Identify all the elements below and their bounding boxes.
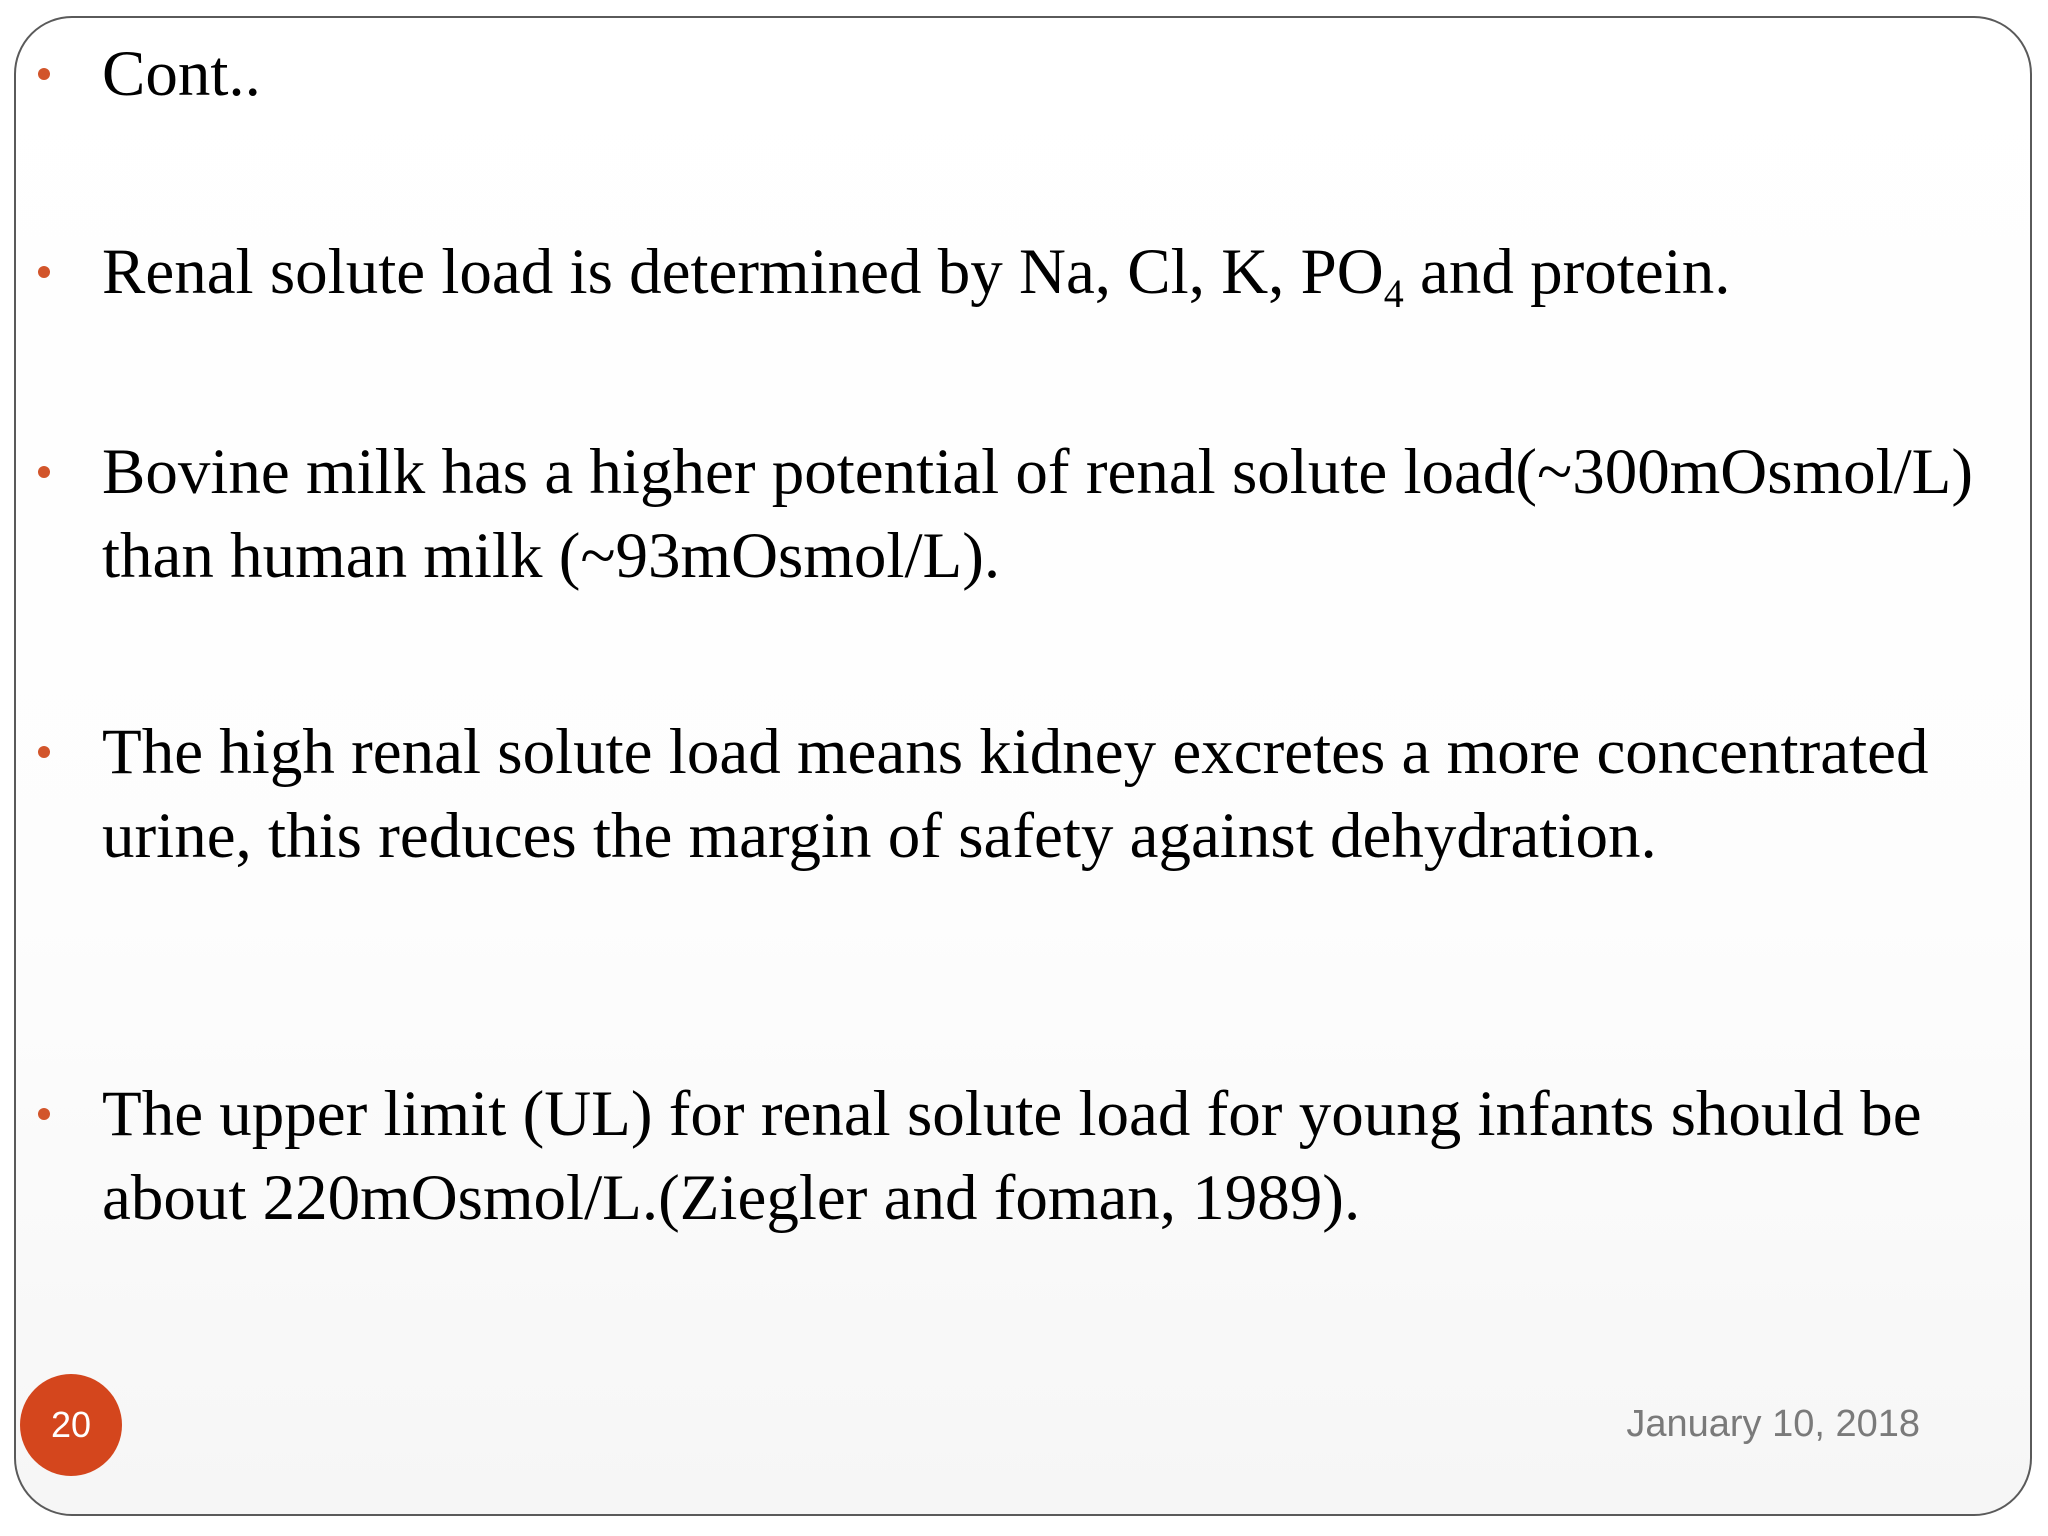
bullet-text: Bovine milk has a higher potential of renal solute load(~300mOsmol/L) than human milk (~93mOsmol/L). xyxy=(102,436,1974,592)
subscript: 4 xyxy=(1383,271,1404,316)
bullet-text-tail: and protein. xyxy=(1403,236,1731,308)
bullet-text: The high renal solute load means kidney excretes a more concentrated urine, this reduces the margin of safety against dehydration. xyxy=(102,716,1929,872)
bullet-text: Cont.. xyxy=(102,38,261,110)
bullet-dot-icon xyxy=(38,746,50,758)
slide xyxy=(14,16,2032,1516)
page-number-badge: 20 xyxy=(20,1374,122,1476)
bullet-dot-icon xyxy=(38,466,50,478)
bullet-dot-icon xyxy=(38,68,50,80)
bullet-text xyxy=(102,230,1982,314)
bullet-dot-icon xyxy=(38,266,50,278)
bullet-text: The upper limit (UL) for renal solute load for young infants should be about 220mOsmol/L.(Ziegler and foman, 1989). xyxy=(102,1078,1922,1234)
bullet-dot-icon xyxy=(38,1108,50,1120)
bullet-text-main: Renal solute load is determined by Na, Cl, K, PO xyxy=(102,236,1384,308)
footer-date: January 10, 2018 xyxy=(1626,1403,1920,1445)
